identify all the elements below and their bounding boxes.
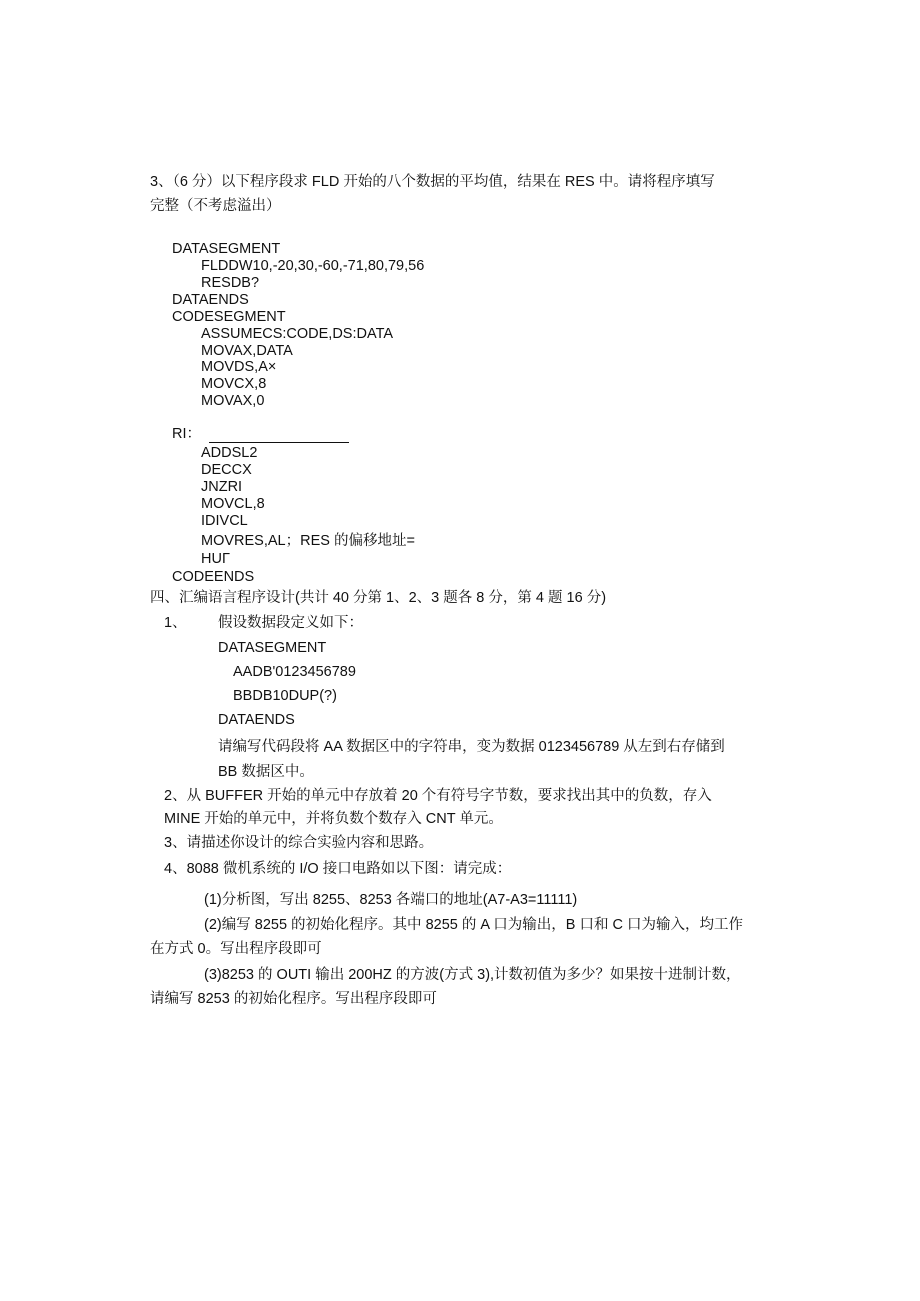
problem-1-text: 假设数据段定义如下： xyxy=(218,615,363,631)
problem-1-number: 1、 xyxy=(164,615,187,631)
problem-4: 4、8088 微机系统的 I/O 接口电路如以下图：请完成： xyxy=(164,861,512,877)
code-line: CODEENDS xyxy=(172,569,255,585)
section-title: 四、汇编语言程序设计(共计 40 分第 1、2、3 题各 8 分，第 4 题 16 分) xyxy=(150,590,607,606)
problem-4-part-2-line-1: (2)编写 8255 的初始化程序。其中 8255 的 A 口为输出，B 口和 C 口为输入，均工作 xyxy=(204,917,744,933)
problem-1-requirement-1: 请编写代码段将 AA 数据区中的字符串，变为数据 0123456789 从左到右存储到 xyxy=(218,739,725,755)
problem-2-line-2: MINE 开始的单元中，并将负数个数存入 CNT 单元。 xyxy=(164,811,503,827)
problem-4-part-1: (1)分析图，写出 8255、8253 各端口的地址(A7-A3=11111) xyxy=(204,892,578,908)
code-line: MOVAX,0 xyxy=(201,393,265,409)
code-line: JNZRI xyxy=(201,479,243,495)
code-line: BBDB10DUP(?) xyxy=(233,688,337,704)
code-line: MOVAX,DATA xyxy=(201,343,293,359)
q3-line-1: 3、（6 分）以下程序段求 FLD 开始的八个数据的平均值，结果在 RES 中。请将程序填写 xyxy=(150,174,715,190)
problem-1-requirement-2: BB 数据区中。 xyxy=(218,764,314,780)
code-line: DATASEGMENT xyxy=(218,640,327,656)
problem-4-part-2-line-2: 在方式 0。写出程序段即可 xyxy=(150,941,322,957)
problem-3: 3、请描述你设计的综合实验内容和思路。 xyxy=(164,835,434,851)
code-line: DATAENDS xyxy=(218,712,295,728)
code-label-line xyxy=(172,425,349,443)
code-line: MOVCL,8 xyxy=(201,496,265,512)
problem-4-part-3-line-2: 请编写 8253 的初始化程序。写出程序段即可 xyxy=(150,991,437,1007)
problem-2-line-1: 2、从 BUFFER 开始的单元中存放着 20 个有符号字节数，要求找出其中的负数，存入 xyxy=(164,788,712,804)
code-line: FLDDW10,-20,30,-60,-71,80,79,56 xyxy=(201,258,425,274)
code-line: CODESEGMENT xyxy=(172,309,286,325)
problem-4-part-3-line-1: (3)8253 的 OUTI 输出 200HZ 的方波(方式 3),计数初值为多少？如果按十进制计数， xyxy=(204,967,741,983)
code-line: MOVCX,8 xyxy=(201,376,267,392)
code-line: AADB'0123456789 xyxy=(233,664,356,680)
fill-in-blank[interactable] xyxy=(209,428,349,443)
label-ri: RI： xyxy=(172,426,201,442)
code-line: MOVDS,A× xyxy=(201,359,277,375)
code-line: ASSUMECS:CODE,DS:DATA xyxy=(201,326,394,342)
code-line: MOVRES,AL；RES 的偏移地址= xyxy=(201,533,415,549)
q3-line-2: 完整（不考虑溢出） xyxy=(150,198,281,214)
code-line: ADDSL2 xyxy=(201,445,258,461)
code-line: RESDB? xyxy=(201,275,260,291)
code-line: IDIVCL xyxy=(201,513,248,529)
code-line: DATAENDS xyxy=(172,292,249,308)
code-line: DATASEGMENT xyxy=(172,241,281,257)
code-line: DECCX xyxy=(201,462,252,478)
code-line: HUΓ xyxy=(201,551,230,567)
